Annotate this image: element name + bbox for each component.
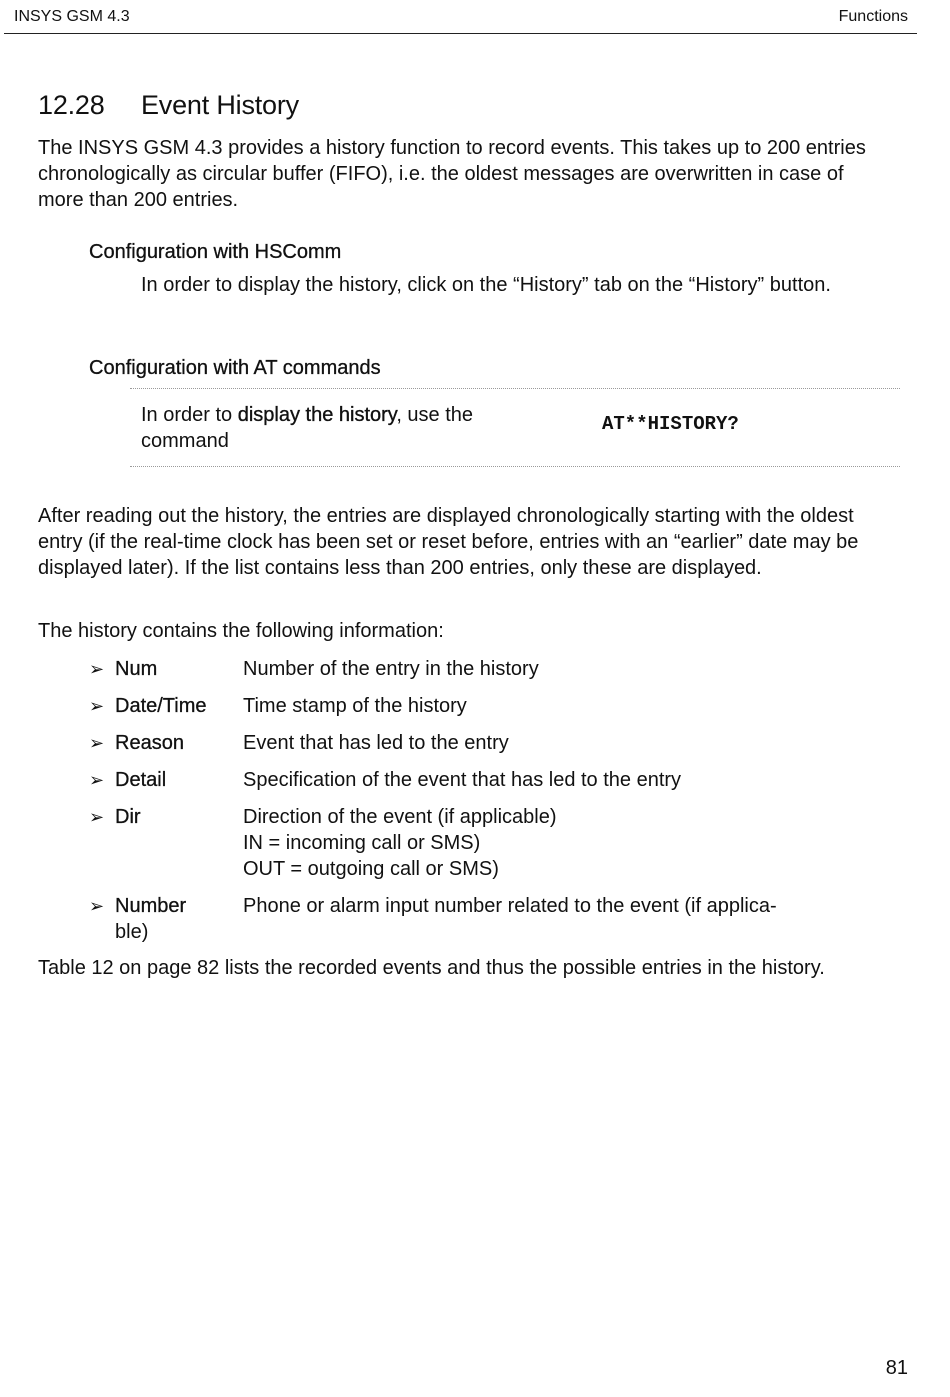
section-title	[38, 90, 299, 121]
history-field-description	[243, 656, 889, 682]
description-wrap-line: ble)	[115, 921, 149, 943]
history-field-name: Date/Time	[115, 695, 207, 717]
history-field-description	[243, 693, 889, 719]
description-line: IN = incoming call or SMS)	[243, 832, 481, 854]
at-command-table	[130, 388, 900, 467]
section-title-text: Event History	[141, 90, 299, 120]
at-command-description	[141, 402, 561, 454]
intro-paragraph: The INSYS GSM 4.3 provides a history function to record events. This takes up to 200 entries chronologically as circular buffer (FIFO), i.e. the oldest messages are overwritten in case of more than 200 entries.	[38, 137, 866, 211]
header-product-name: INSYS GSM 4.3	[14, 8, 130, 25]
page-header	[4, 0, 917, 34]
history-field-name: Dir	[115, 806, 141, 828]
arrow-bullet-icon: ➢	[89, 896, 105, 916]
history-info-item	[89, 767, 889, 793]
history-field-name: Num	[115, 658, 158, 680]
history-info-item	[89, 730, 889, 756]
history-info-item	[89, 893, 889, 945]
description-line: Number of the entry in the history	[243, 658, 539, 680]
header-chapter-name: Functions	[838, 8, 908, 25]
table-reference-paragraph: Table 12 on page 82 lists the recorded events and thus the possible entries in the history.	[38, 957, 825, 979]
history-field-name: Reason	[115, 732, 184, 754]
description-line: OUT = outgoing call or SMS)	[243, 858, 499, 880]
at-desc-suffix: , use the command	[141, 404, 474, 452]
history-field-description	[243, 767, 889, 793]
history-info-item	[89, 693, 889, 719]
history-field-description	[243, 730, 889, 756]
history-field-description	[243, 893, 889, 919]
history-info-item	[89, 804, 889, 882]
history-field-description	[243, 804, 889, 882]
at-desc-bold: display the history	[237, 404, 397, 426]
at-desc-prefix: In order to	[141, 404, 238, 426]
history-field-name: Number	[115, 895, 187, 917]
history-field-name: Detail	[115, 769, 167, 791]
arrow-bullet-icon: ➢	[89, 659, 105, 679]
description-line: Specification of the event that has led to the entry	[243, 769, 682, 791]
after-reading-paragraph: After reading out the history, the entries are displayed chronologically starting with the oldest entry (if the real-time clock has been set or reset before, entries with an “earlier” date may be displayed later). If the list contains less than 200 entries, only these are displayed.	[38, 505, 859, 579]
history-info-list	[89, 656, 889, 956]
contains-intro-paragraph: The history contains the following information:	[38, 620, 444, 642]
at-command-code: AT**HISTORY?	[602, 413, 739, 435]
section-number: 12.28	[38, 90, 105, 120]
description-line: Event that has led to the entry	[243, 732, 509, 754]
page-number: 81	[885, 1357, 908, 1379]
description-line: Time stamp of the history	[243, 695, 467, 717]
arrow-bullet-icon: ➢	[89, 696, 105, 716]
arrow-bullet-icon: ➢	[89, 807, 105, 827]
arrow-bullet-icon: ➢	[89, 733, 105, 753]
description-line: Phone or alarm input number related to the event (if applica-	[243, 895, 777, 917]
hscomm-heading: Configuration with HSComm	[89, 241, 342, 263]
at-commands-heading: Configuration with AT commands	[89, 357, 381, 379]
arrow-bullet-icon: ➢	[89, 770, 105, 790]
history-info-item	[89, 656, 889, 682]
description-line: Direction of the event (if applicable)	[243, 806, 557, 828]
hscomm-paragraph: In order to display the history, click on the “History” tab on the “History” button.	[141, 274, 831, 296]
